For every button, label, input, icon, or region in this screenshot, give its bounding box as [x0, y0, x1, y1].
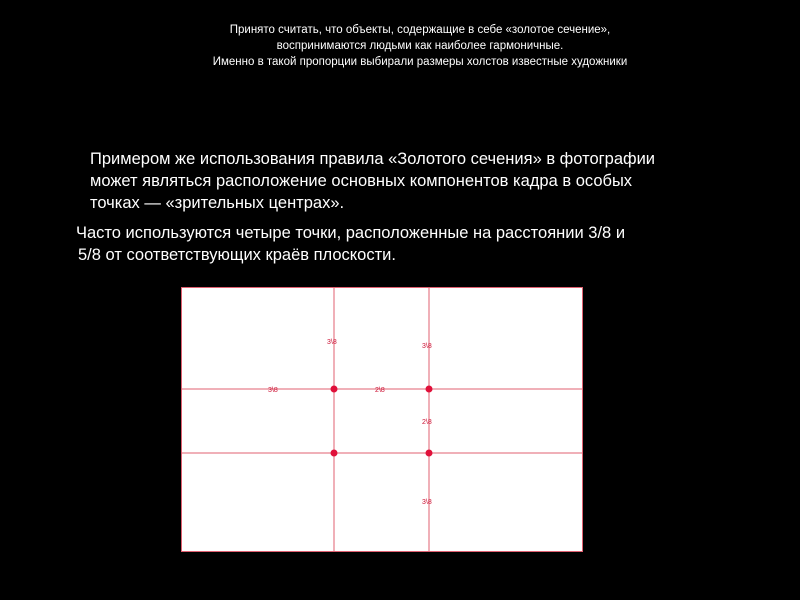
paragraph-four-points-line-1: Часто используются четыре точки, расположенные на расстоянии 3/8 и [76, 224, 626, 242]
focus-point-top-right [426, 386, 433, 393]
golden-section-diagram [181, 287, 583, 552]
paragraph-four-points-line-2: 5/8 от соответствующих краёв плоскости. [78, 246, 396, 264]
intro-text [140, 22, 700, 70]
intro-line-3: Именно в такой пропорции выбирали размеры холстов известные художники [212, 56, 628, 68]
label-center-horizontal: 2\8 [375, 387, 385, 394]
paragraph-four-points [76, 222, 625, 266]
label-top-right-vertical: 3\8 [422, 343, 432, 350]
label-left-horizontal: 3\8 [268, 387, 278, 394]
label-top-left-vertical: 3\8 [327, 339, 337, 346]
paragraph-example [76, 148, 655, 214]
label-bottom-vertical: 3\8 [422, 499, 432, 506]
intro-line-1: Принято считать, что объекты, содержащие в себе «золотое сечение», [229, 24, 611, 36]
grid-svg [181, 287, 583, 552]
focus-point-bottom-left [331, 450, 338, 457]
intro-line-2: воспринимаются людьми как наиболее гармоничные. [276, 40, 564, 52]
label-middle-vertical: 2\8 [422, 419, 432, 426]
paragraph-example-line-1: Примером же использования правила «Золотого сечения» в фотографии [90, 150, 656, 168]
frame-border [182, 288, 583, 552]
paragraph-example-line-2: может являться расположение основных компонентов кадра в особых [90, 172, 633, 190]
focus-point-bottom-right [426, 450, 433, 457]
paragraph-example-line-3: точках — «зрительных центрах». [90, 194, 345, 212]
focus-point-top-left [331, 386, 338, 393]
